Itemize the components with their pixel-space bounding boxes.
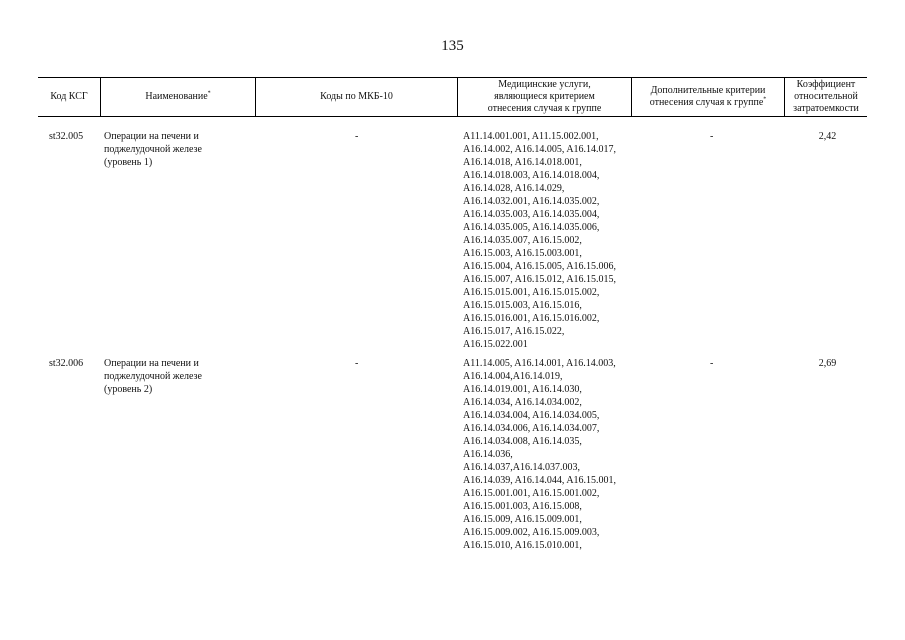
footnote-mark: * [763, 96, 767, 103]
row-code: st32.006 [49, 358, 84, 369]
header-mkb: Коды по МКБ-10 [256, 78, 458, 116]
row-services: A11.14.001.001, A11.15.002.001, A16.14.002, A16.14.005, A16.14.017, A16.14.018, A16.14.018.001, A16.14.018.003, A16.14.018.004, A16.14.028, A16.14.029, A16.14.032.001, A16.14.035.002, A16.14.035.003, A16.14.035.004, A16.14.035.005, A16.14.035.006, A16.14.035.007, A16.15.002, A16.15.003, A16.15.003.001, A16.15.004, A16.15.005, A16.15.006, A16.15.007, A16.15.012, A16.15.015, A16.15.015.001, A16.15.015.002, A16.15.015.003, A16.15.016, A16.15.016.001, A16.15.016.002, A16.15.017, A16.15.022, A16.15.022.001 [463, 131, 617, 350]
row-coefficient: 2,42 [818, 131, 837, 142]
row-code: st32.005 [49, 131, 84, 142]
row-mkb: - [355, 131, 359, 142]
row-coefficient: 2,69 [818, 358, 837, 369]
header-code: Код КСГ [38, 78, 101, 116]
row-mkb: - [355, 358, 359, 369]
row-additional: - [710, 358, 714, 369]
header-name: Наименование* [101, 78, 256, 116]
header-services: Медицинские услуги, являющиеся критерием отнесения случая к группе [458, 78, 632, 116]
header-additional: Дополнительные критерии отнесения случая к группе* [632, 78, 785, 116]
header-coefficient: Коэффициент относительной затратоемкости [793, 79, 859, 114]
table-header [38, 77, 867, 117]
row-additional: - [710, 131, 714, 142]
row-name: Операции на печени и поджелудочной железе (уровень 2) [104, 358, 202, 395]
row-services: A11.14.005, A16.14.001, A16.14.003, A16.14.004,A16.14.019, A16.14.019.001, A16.14.030, A16.14.034, A16.14.034.002, A16.14.034.004, A16.14.034.005, A16.14.034.006, A16.14.034.007, A16.14.034.008, A16.14.035, A16.14.036, A16.14.037,A16.14.037.003, A16.14.039, A16.14.044, A16.15.001, A16.15.001.001, A16.15.001.002, A16.15.001.003, A16.15.008, A16.15.009, A16.15.009.001, A16.15.009.002, A16.15.009.003, A16.15.010, A16.15.010.001, [463, 358, 617, 551]
footnote-mark: * [207, 90, 211, 97]
row-name: Операции на печени и поджелудочной железе (уровень 1) [104, 131, 202, 168]
page-number: 135 [441, 38, 464, 54]
